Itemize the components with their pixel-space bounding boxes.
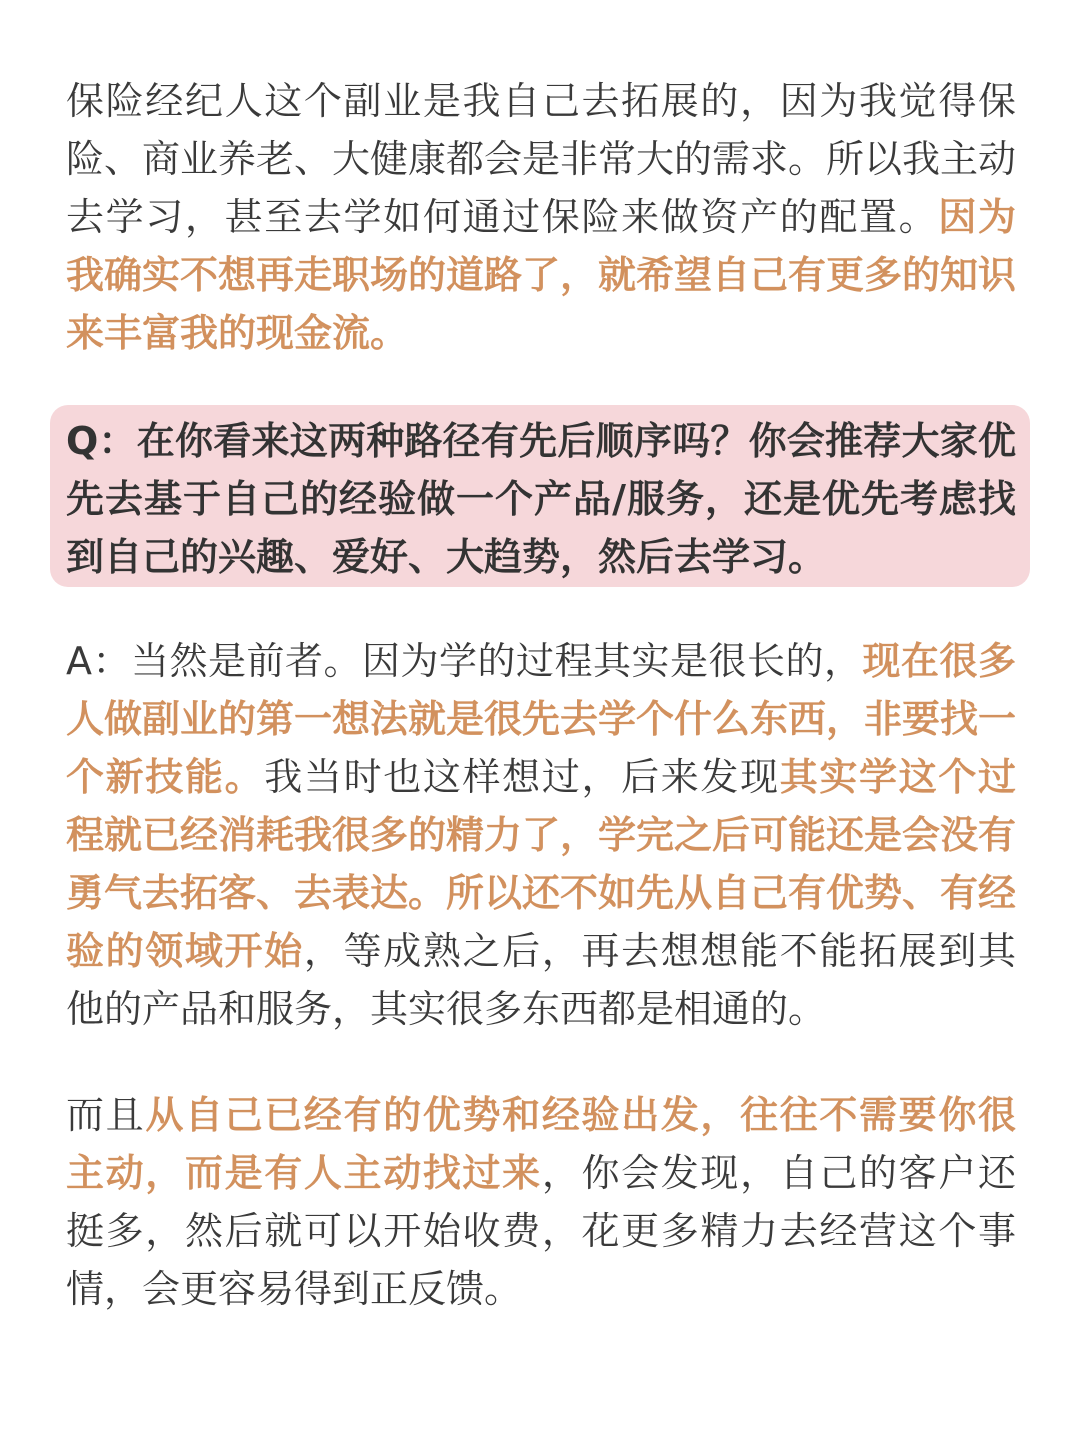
paragraph-text: 保险经纪人这个副业是我自己去拓展的，因为我觉得保险、商业养老、大健康都会是非常大的需求。所以我主动去学习，甚至去学如何通过保险来做资产的配置。	[66, 79, 1017, 239]
highlighted-text: 现在很多人做副业的第一想法就是很先去学个什么东西，非要找一个新技能。	[66, 639, 1017, 799]
paragraph-insurance-broker	[66, 72, 1016, 362]
answer-text: 我当时也这样想过，后来发现	[264, 755, 780, 799]
answer-paragraph	[66, 632, 1016, 1038]
highlighted-text: 从自己已经有的优势和经验出发，往往不需要你很主动，而是有人主动找过来	[66, 1093, 1016, 1195]
highlighted-text: 其实学这个过程就已经消耗我很多的精力了，学完之后可能还是会没有勇气去拓客、去表达。所以还不如先从自己有优势、有经验的领域开始	[66, 755, 1017, 973]
paragraph-advantage	[66, 1086, 1016, 1318]
question-text: Q：在你看来这两种路径有先后顺序吗？你会推荐大家优先去基于自己的经验做一个产品/服务，还是优先考虑找到自己的兴趣、爱好、大趋势，然后去学习。	[66, 419, 1016, 579]
paragraph-text: ，你会发现，自己的客户还挺多，然后就可以开始收费，花更多精力去经营这个事情，会更容易得到正反馈。	[66, 1151, 1016, 1311]
highlighted-text: 因为我确实不想再走职场的道路了，就希望自己有更多的知识来丰富我的现金流。	[66, 195, 1017, 355]
answer-text: A：当然是前者。因为学的过程其实是很长的，	[66, 639, 863, 683]
answer-text: ，等成熟之后，再去想想能不能拓展到其他的产品和服务，其实很多东西都是相通的。	[66, 929, 1016, 1031]
paragraph-text: 而且	[66, 1093, 146, 1137]
